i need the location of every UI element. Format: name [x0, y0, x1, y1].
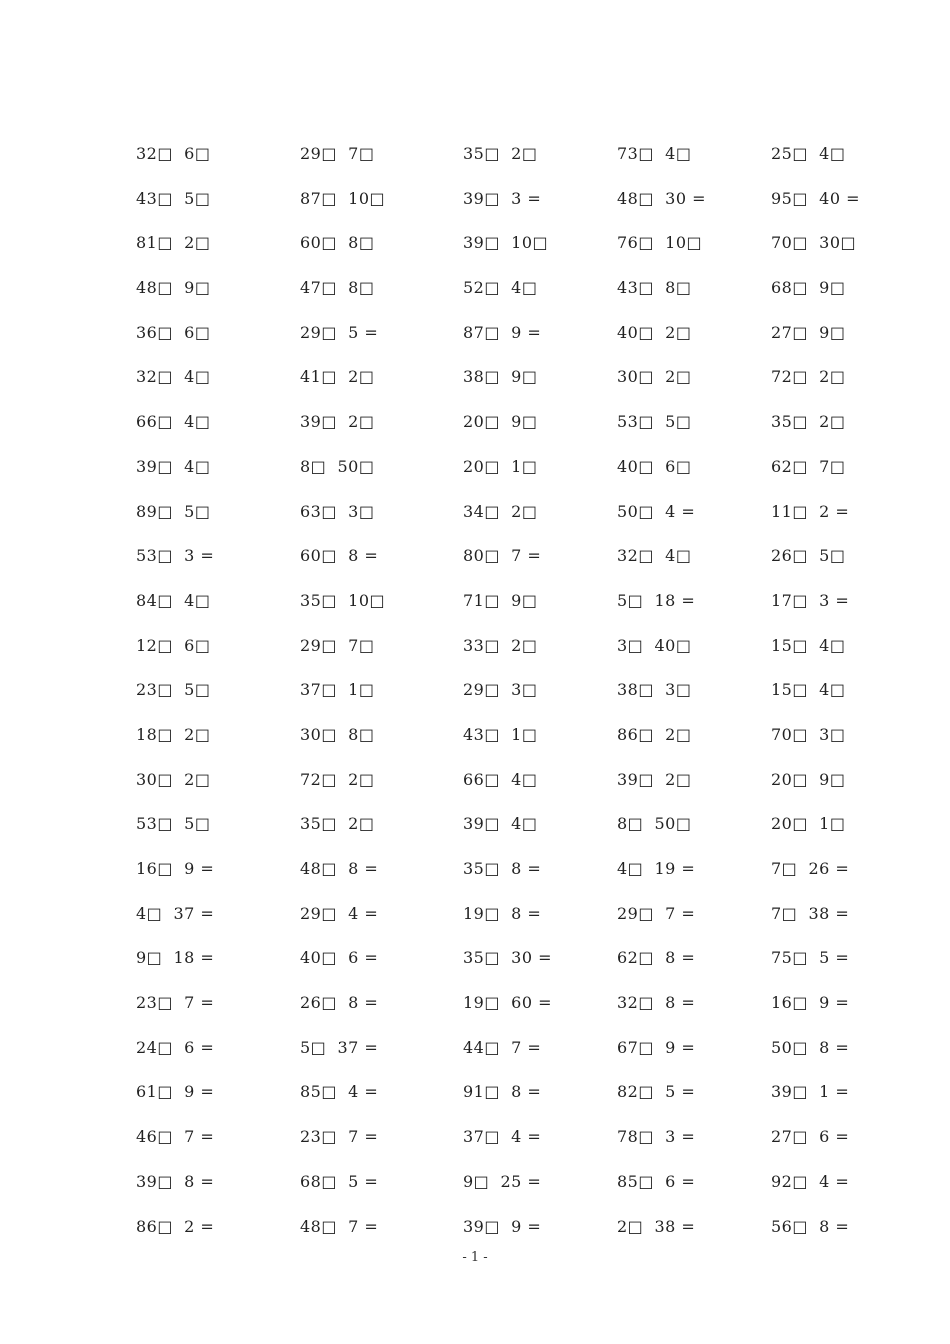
exercise-item: 7□ 38 =: [771, 903, 850, 923]
exercise-item: 5□ 18 =: [617, 590, 696, 610]
exercise-item: 20□ 1□: [463, 456, 538, 476]
exercise-item: 11□ 2 =: [771, 501, 850, 521]
exercise-item: 70□ 30□: [771, 233, 857, 253]
exercise-item: 29□ 3□: [463, 680, 538, 700]
exercise-item: 23□ 7 =: [300, 1127, 379, 1147]
exercise-item: 60□ 8□: [300, 233, 375, 253]
exercise-item: 44□ 7 =: [463, 1037, 542, 1057]
exercise-row: [136, 453, 876, 498]
exercise-item: 35□ 2□: [300, 814, 375, 834]
exercise-item: 68□ 5 =: [300, 1171, 379, 1191]
exercise-item: 30□ 2□: [136, 769, 211, 789]
exercise-item: 47□ 8□: [300, 278, 375, 298]
exercise-item: 48□ 9□: [136, 278, 211, 298]
exercise-item: 19□ 60 =: [463, 993, 552, 1013]
exercise-item: 8□ 50□: [300, 456, 375, 476]
exercise-item: 39□ 4□: [136, 456, 211, 476]
exercise-item: 70□ 3□: [771, 724, 846, 744]
exercise-item: 48□ 8 =: [300, 859, 379, 878]
exercise-item: 39□ 4□: [463, 814, 538, 834]
exercise-item: 19□ 8 =: [463, 903, 542, 923]
exercise-item: 43□ 1□: [463, 724, 538, 744]
exercise-item: 48□ 7 =: [300, 1216, 379, 1236]
exercise-item: 71□ 9□: [463, 590, 538, 610]
exercise-item: 63□ 3□: [300, 501, 375, 521]
exercise-item: 75□ 5 =: [771, 948, 850, 968]
exercise-item: 86□ 2 =: [136, 1216, 215, 1236]
exercise-item: 72□ 2□: [771, 367, 846, 387]
exercise-item: 39□ 10□: [463, 233, 549, 253]
page-number: - 1 -: [462, 1250, 488, 1265]
exercise-item: 87□ 10□: [300, 188, 386, 208]
exercise-item: 85□ 4 =: [300, 1082, 379, 1102]
exercise-item: 16□ 9 =: [771, 993, 850, 1013]
exercise-item: 39□ 1 =: [771, 1082, 850, 1102]
exercise-item: 66□ 4□: [136, 412, 211, 432]
exercise-item: 89□ 5□: [136, 501, 211, 521]
exercise-item: 29□ 7□: [300, 635, 375, 655]
exercise-item: 34□ 2□: [463, 501, 538, 521]
exercise-item: 4□ 37 =: [136, 903, 215, 923]
exercise-item: 37□ 1□: [300, 680, 375, 700]
exercise-item: 60□ 8 =: [300, 546, 379, 566]
exercise-item: 48□ 30 =: [617, 188, 706, 208]
exercise-item: 8□ 50□: [617, 814, 692, 834]
exercise-item: 20□ 9□: [771, 769, 846, 789]
exercise-item: 27□ 6 =: [771, 1127, 850, 1147]
exercise-item: 35□ 2□: [463, 144, 538, 163]
exercise-row: [136, 632, 876, 677]
exercise-row: [136, 989, 876, 1034]
exercise-item: 41□ 2□: [300, 367, 375, 387]
exercise-item: 35□ 30 =: [463, 948, 552, 968]
exercise-item: 39□ 9 =: [463, 1216, 542, 1236]
exercise-item: 15□ 4□: [771, 635, 846, 655]
exercise-item: 82□ 5 =: [617, 1082, 696, 1102]
exercise-item: 53□ 5□: [136, 814, 211, 834]
exercise-item: 53□ 3 =: [136, 546, 215, 566]
exercise-item: 40□ 6□: [617, 456, 692, 476]
exercise-row: [136, 1034, 876, 1079]
exercise-row: [136, 319, 876, 364]
exercise-item: 40□ 6 =: [300, 948, 379, 968]
exercise-grid: [136, 140, 876, 1257]
exercise-item: 39□ 3 =: [463, 188, 542, 208]
exercise-item: 20□ 9□: [463, 412, 538, 432]
exercise-item: 9□ 25 =: [463, 1171, 542, 1191]
exercise-item: 18□ 2□: [136, 724, 211, 744]
exercise-item: 50□ 4 =: [617, 501, 696, 521]
exercise-item: 26□ 5□: [771, 546, 846, 566]
exercise-item: 86□ 2□: [617, 724, 692, 744]
exercise-item: 7□ 26 =: [771, 859, 850, 878]
exercise-row: [136, 587, 876, 632]
exercise-item: 66□ 4□: [463, 769, 538, 789]
exercise-item: 81□ 2□: [136, 233, 211, 253]
exercise-item: 38□ 9□: [463, 367, 538, 387]
exercise-row: [136, 363, 876, 408]
exercise-item: 43□ 5□: [136, 188, 211, 208]
exercise-item: 68□ 9□: [771, 278, 846, 298]
exercise-item: 27□ 9□: [771, 322, 846, 342]
exercise-item: 40□ 2□: [617, 322, 692, 342]
exercise-item: 23□ 7 =: [136, 993, 215, 1013]
exercise-item: 91□ 8 =: [463, 1082, 542, 1102]
exercise-row: [136, 140, 876, 185]
exercise-item: 72□ 2□: [300, 769, 375, 789]
exercise-item: 87□ 9 =: [463, 322, 542, 342]
exercise-item: 20□ 1□: [771, 814, 846, 834]
exercise-row: [136, 810, 876, 855]
exercise-item: 5□ 37 =: [300, 1037, 379, 1057]
exercise-row: [136, 766, 876, 811]
exercise-item: 62□ 7□: [771, 456, 846, 476]
exercise-item: 95□ 40 =: [771, 188, 860, 208]
exercise-item: 29□ 7□: [300, 144, 375, 163]
exercise-item: 52□ 4□: [463, 278, 538, 298]
exercise-row: [136, 855, 876, 900]
exercise-row: [136, 408, 876, 453]
exercise-row: [136, 185, 876, 230]
exercise-row: [136, 1123, 876, 1168]
exercise-row: [136, 1078, 876, 1123]
exercise-item: 39□ 8 =: [136, 1171, 215, 1191]
exercise-item: 33□ 2□: [463, 635, 538, 655]
exercise-item: 35□ 8 =: [463, 859, 542, 878]
exercise-item: 38□ 3□: [617, 680, 692, 700]
exercise-row: [136, 676, 876, 721]
exercise-item: 39□ 2□: [617, 769, 692, 789]
exercise-item: 16□ 9 =: [136, 859, 215, 878]
exercise-item: 84□ 4□: [136, 590, 211, 610]
exercise-item: 39□ 2□: [300, 412, 375, 432]
exercise-row: [136, 1168, 876, 1213]
exercise-item: 17□ 3 =: [771, 590, 850, 610]
exercise-item: 32□ 4□: [617, 546, 692, 566]
exercise-item: 80□ 7 =: [463, 546, 542, 566]
exercise-item: 30□ 2□: [617, 367, 692, 387]
exercise-item: 62□ 8 =: [617, 948, 696, 968]
exercise-row: [136, 944, 876, 989]
exercise-item: 3□ 40□: [617, 635, 692, 655]
exercise-item: 23□ 5□: [136, 680, 211, 700]
exercise-row: [136, 274, 876, 319]
exercise-item: 36□ 6□: [136, 322, 211, 342]
exercise-item: 26□ 8 =: [300, 993, 379, 1013]
exercise-item: 12□ 6□: [136, 635, 211, 655]
exercise-item: 56□ 8 =: [771, 1216, 850, 1236]
exercise-row: [136, 229, 876, 274]
exercise-row: [136, 498, 876, 543]
exercise-item: 35□ 10□: [300, 590, 386, 610]
exercise-item: 29□ 4 =: [300, 903, 379, 923]
exercise-item: 73□ 4□: [617, 144, 692, 163]
exercise-item: 32□ 4□: [136, 367, 211, 387]
exercise-item: 29□ 7 =: [617, 903, 696, 923]
exercise-item: 15□ 4□: [771, 680, 846, 700]
exercise-item: 9□ 18 =: [136, 948, 215, 968]
exercise-item: 53□ 5□: [617, 412, 692, 432]
exercise-item: 24□ 6 =: [136, 1037, 215, 1057]
exercise-row: [136, 900, 876, 945]
exercise-item: 61□ 9 =: [136, 1082, 215, 1102]
exercise-row: [136, 542, 876, 587]
exercise-item: 43□ 8□: [617, 278, 692, 298]
exercise-item: 4□ 19 =: [617, 859, 696, 878]
exercise-item: 37□ 4 =: [463, 1127, 542, 1147]
exercise-item: 50□ 8 =: [771, 1037, 850, 1057]
exercise-row: [136, 721, 876, 766]
exercise-item: 32□ 6□: [136, 144, 211, 163]
exercise-item: 85□ 6 =: [617, 1171, 696, 1191]
exercise-item: 32□ 8 =: [617, 993, 696, 1013]
exercise-item: 35□ 2□: [771, 412, 846, 432]
exercise-item: 25□ 4□: [771, 144, 846, 163]
exercise-item: 2□ 38 =: [617, 1216, 696, 1236]
exercise-item: 78□ 3 =: [617, 1127, 696, 1147]
exercise-item: 46□ 7 =: [136, 1127, 215, 1147]
exercise-item: 92□ 4 =: [771, 1171, 850, 1191]
exercise-item: 29□ 5 =: [300, 322, 379, 342]
exercise-item: 76□ 10□: [617, 233, 703, 253]
exercise-item: 67□ 9 =: [617, 1037, 696, 1057]
exercise-item: 30□ 8□: [300, 724, 375, 744]
